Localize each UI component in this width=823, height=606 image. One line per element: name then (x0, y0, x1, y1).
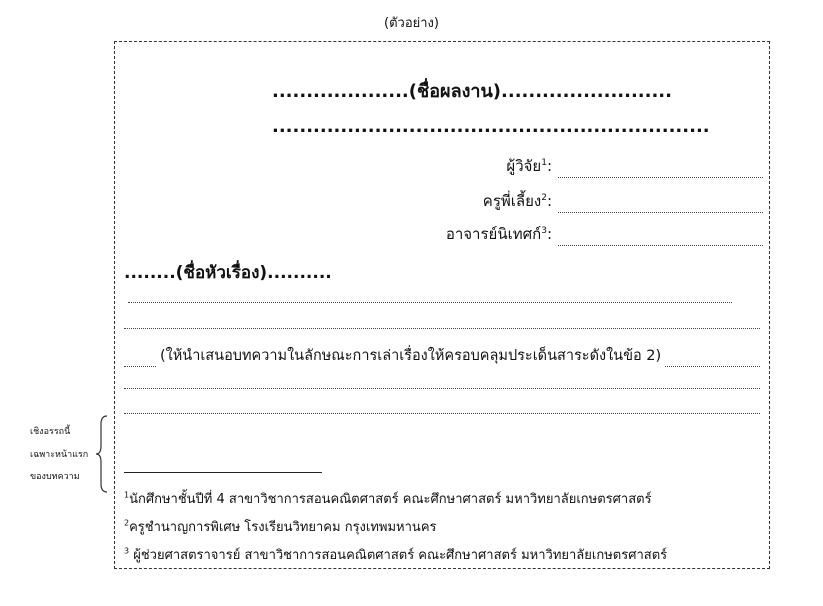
work-title-suffix: ......................... (501, 81, 672, 102)
supervisor-role: อาจารย์นิเทศก์$^3$: (445, 225, 552, 243)
mentor-role: ครูพี่เลี้ยง$^2$: (482, 192, 552, 210)
work-title-line2: ................................................................ (272, 116, 710, 137)
footnote-3: $^3$ ผู้ช่วยศาสตราจารย์ สาขาวิชาการสอนคณิตศาสตร์ คณะศึกษาศาสตร์ มหาวิทยาลัยเกษตรศาสตร์ (124, 546, 668, 563)
mentor-fill-line (558, 198, 763, 213)
author-row (380, 154, 763, 178)
side-note-line: เชิงอรรถนี้ (30, 427, 71, 437)
work-title-prefix: .................... (272, 81, 409, 102)
body-line (124, 412, 760, 414)
mentor-row (380, 189, 763, 213)
supervisor-fill-line (558, 231, 763, 246)
side-note-line: เฉพาะหน้าแรก (30, 450, 89, 460)
instruction-lead-line (124, 352, 156, 367)
example-caption: (ตัวอย่าง) (384, 16, 439, 31)
body-line (124, 327, 760, 329)
supervisor-row (380, 222, 763, 246)
body-line (128, 301, 732, 303)
curly-brace-icon (94, 414, 110, 494)
work-title-label: (ชื่อผลงาน) (408, 81, 502, 102)
footnote-2: $^2$ครูชำนาญการพิเศษ โรงเรียนวิทยาคม กรุงเทพมหานคร (124, 518, 437, 535)
instruction-trail-line (665, 352, 760, 367)
section-heading: ........(ชื่อหัวเรื่อง).......... (124, 263, 332, 283)
footnote-rule (124, 472, 322, 473)
instruction-row (124, 344, 760, 367)
body-line (124, 387, 760, 389)
instruction-text: (ให้นำเสนอบทความในลักษณะการเล่าเรื่องให้ครอบคลุมประเด็นสาระดังในข้อ 2) (160, 348, 662, 364)
work-title (272, 76, 672, 105)
author-role: ผู้วิจัย$^1$: (506, 157, 552, 175)
side-note-line: ของบทความ (30, 472, 80, 482)
footnote-1: $^1$นักศึกษาชั้นปีที่ 4 สาขาวิชาการสอนคณิตศาสตร์ คณะศึกษาศาสตร์ มหาวิทยาลัยเกษตรศาสตร์ (124, 490, 652, 507)
author-fill-line (558, 163, 763, 178)
